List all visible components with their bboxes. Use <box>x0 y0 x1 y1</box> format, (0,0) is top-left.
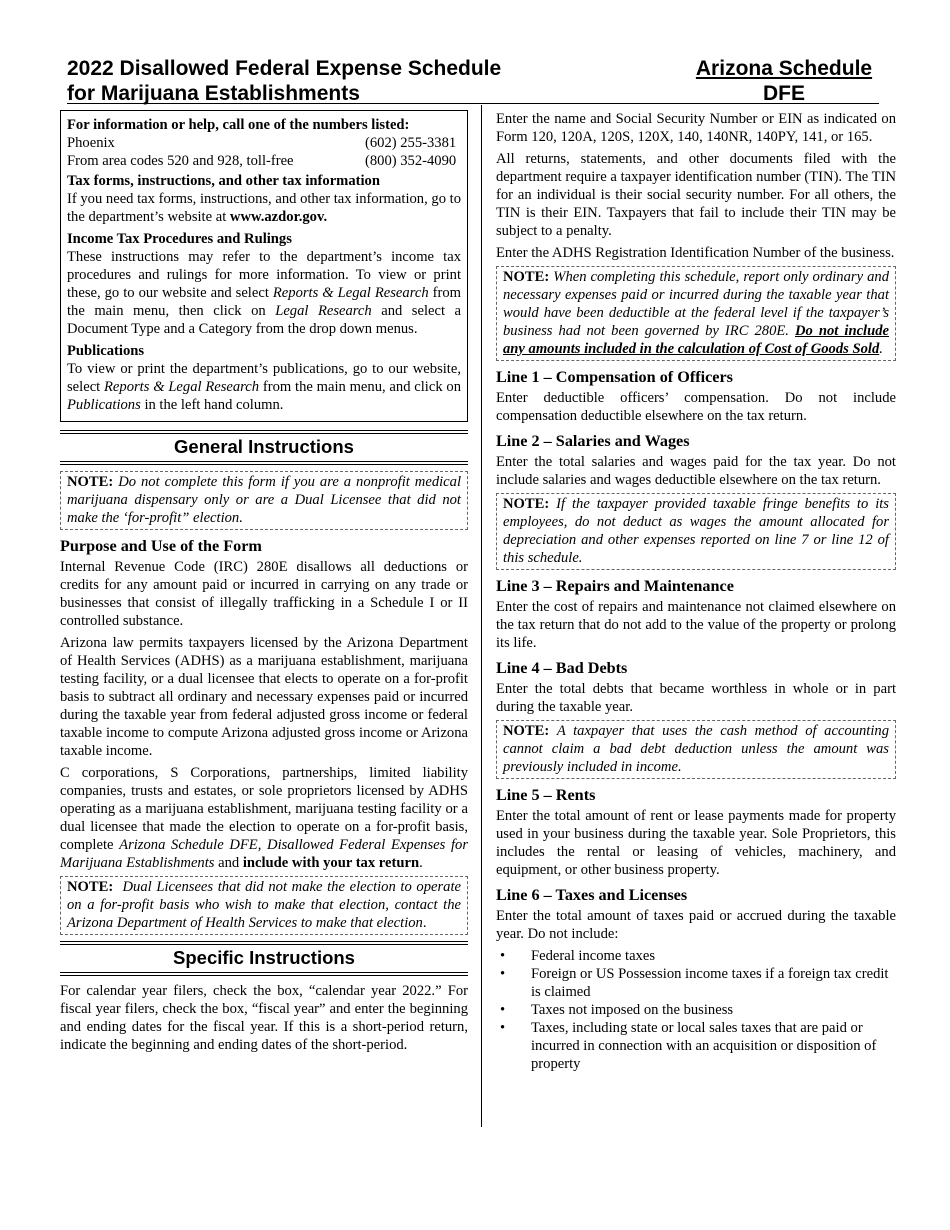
paragraph: Enter the name and Social Security Number or EIN as indicated on Form 120, 120A, 120S, 120X, 140, 140NR, 140PY, 141, or 165. <box>496 111 896 145</box>
phone-row-phoenix: Phoenix (602) 255-3381 <box>67 134 461 152</box>
forms-heading: Tax forms, instructions, and other tax information <box>67 173 380 189</box>
paragraph: Internal Revenue Code (IRC) 280E disallows all deductions or credits for any amount paid or incurred in carrying on any trade or businesses that consist of illegally trafficking in a Schedule I or II controlled substance. <box>60 559 468 629</box>
line2-heading: Line 2 – Salaries and Wages <box>496 432 690 450</box>
line6-heading: Line 6 – Taxes and Licenses <box>496 886 688 904</box>
left-column <box>60 110 468 1058</box>
general-instructions-heading: General Instructions <box>60 430 468 465</box>
procedures-heading: Income Tax Procedures and Rulings <box>67 231 292 247</box>
line1-heading: Line 1 – Compensation of Officers <box>496 368 733 386</box>
line3-heading: Line 3 – Repairs and Maintenance <box>496 577 734 595</box>
column-divider <box>481 105 482 1127</box>
help-heading: For information or help, call one of the numbers listed: <box>67 117 410 133</box>
paragraph: For calendar year filers, check the box, “calendar year 2022.” For fiscal year filers, check the box, “fiscal year” and enter the beginning and ending dates for the fiscal year. If this is a short-period return, indicate the beginning and ending dates of the short-period. <box>60 983 468 1053</box>
website-link[interactable]: www.azdor.gov. <box>229 209 328 225</box>
phone-row-tollfree: From area codes 520 and 928, toll-free (800) 352-4090 <box>67 152 461 170</box>
note-box: NOTE: When completing this schedule, report only ordinary and necessary expenses paid or incurred during the taxable year that would have been deductible at the federal level if the taxpayer’s business had not been governed by IRC 280E. Do not include any amounts included in the calculation of Cost of Goods Sold. <box>496 266 896 361</box>
purpose-heading: Purpose and Use of the Form <box>60 537 262 555</box>
paragraph: Enter the ADHS Registration Identification Number of the business. <box>496 245 895 261</box>
note-box: NOTE: Dual Licensees that did not make the election to operate on a for-profit basis who wish to make that election, contact the Arizona Department of Health Services to make that election. <box>60 876 468 935</box>
line4-heading: Line 4 – Bad Debts <box>496 659 628 677</box>
page-header <box>67 56 879 106</box>
forms-text: If you need tax forms, instructions, and other tax information, go to the department’s website at www.azdor.gov. <box>67 191 461 225</box>
paragraph: C corporations, S Corporations, partnerships, limited liability companies, trusts and estates, or sole proprietors licensed by ADHS operating as a marijuana establishment, marijuana testing facility or a dual licensee that made the election to operate on a for-profit basis, complete Arizona Schedule DFE, Disallowed Federal Expenses for Marijuana Establishments and include with your tax return. <box>60 765 468 871</box>
paragraph: Enter the total debts that became worthless in whole or in part during the taxable year. <box>496 681 896 715</box>
line5-heading: Line 5 – Rents <box>496 786 596 804</box>
paragraph: Arizona law permits taxpayers licensed by the Arizona Department of Health Services (ADHS) as a marijuana establishment, marijuana testing facility, or a dual licensee that elects to operate on a for-profit basis to subtract all ordinary and necessary expenses paid or incurred during the taxable year from federal adjusted gross income or federal taxable income to compute Arizona adjusted gross income or Arizona taxable income. <box>60 635 468 759</box>
publications-heading: Publications <box>67 343 145 359</box>
procedures-text: These instructions may refer to the department’s income tax procedures and rulings for more information. To view or print these, go to our website and select Reports & Legal Research from the main menu, then click on Legal Research and select a Document Type and a Category from the drop down menus. <box>67 249 462 337</box>
info-box <box>60 110 468 422</box>
list-item: • Taxes not imposed on the business <box>496 1001 896 1019</box>
paragraph: Enter the total salaries and wages paid for the tax year. Do not include salaries and wages deductible elsewhere on the tax return. <box>496 454 896 488</box>
note-box: NOTE: A taxpayer that uses the cash method of accounting cannot claim a bad debt deduction unless the amount was previously included in income. <box>496 720 896 779</box>
list-item: • Federal income taxes <box>496 947 896 965</box>
note-box: NOTE: Do not complete this form if you are a nonprofit medical marijuana dispensary only or are a Dual Licensee that did not make the ‘for-profit” election. <box>60 471 468 530</box>
list-item: • Foreign or US Possession income taxes if a foreign tax credit is claimed <box>496 965 896 1001</box>
schedule-name: Arizona Schedule DFE <box>695 57 873 105</box>
list-item: • Taxes, including state or local sales taxes that are paid or incurred in connection with an acquisition or disposition of property <box>496 1019 896 1073</box>
paragraph: Enter deductible officers’ compensation. Do not include compensation deductible elsewhere on the tax return. <box>496 390 896 424</box>
note-box: NOTE: If the taxpayer provided taxable fringe benefits to its employees, do not deduct as wages the amount allocated for depreciation and other expenses reported on line 7 or line 12 of this schedule. <box>496 493 896 570</box>
paragraph: Enter the cost of repairs and maintenance not claimed elsewhere on the tax return that do not add to the value of the property or prolong its life. <box>496 599 896 651</box>
exclusion-list <box>496 947 896 1073</box>
paragraph: Enter the total amount of rent or lease payments made for property used in your business during the taxable year. Sole Proprietors, this includes the rental or leasing of vehicles, machinery, and equipment, or other business property. <box>496 808 896 878</box>
paragraph: Enter the total amount of taxes paid or accrued during the taxable year. Do not include: <box>496 908 896 942</box>
header-rule <box>67 103 879 104</box>
right-column <box>496 110 896 1077</box>
form-title: 2022 Disallowed Federal Expense Schedule for Marijuana Establishments <box>67 57 502 105</box>
phone-number: (800) 352-4090 <box>365 153 457 169</box>
phone-number: (602) 255-3381 <box>365 135 457 151</box>
specific-instructions-heading: Specific Instructions <box>60 941 468 976</box>
paragraph: All returns, statements, and other documents filed with the department require a taxpayer identification number (TIN). The TIN for an individual is their social security number. For all others, the TIN is their EIN. Taxpayers that fail to include their TIN may be subject to a penalty. <box>496 151 896 239</box>
publications-text: To view or print the department’s publications, go to our website, select Reports & Legal Research from the main menu, and click on Publications in the left hand column. <box>67 361 461 413</box>
